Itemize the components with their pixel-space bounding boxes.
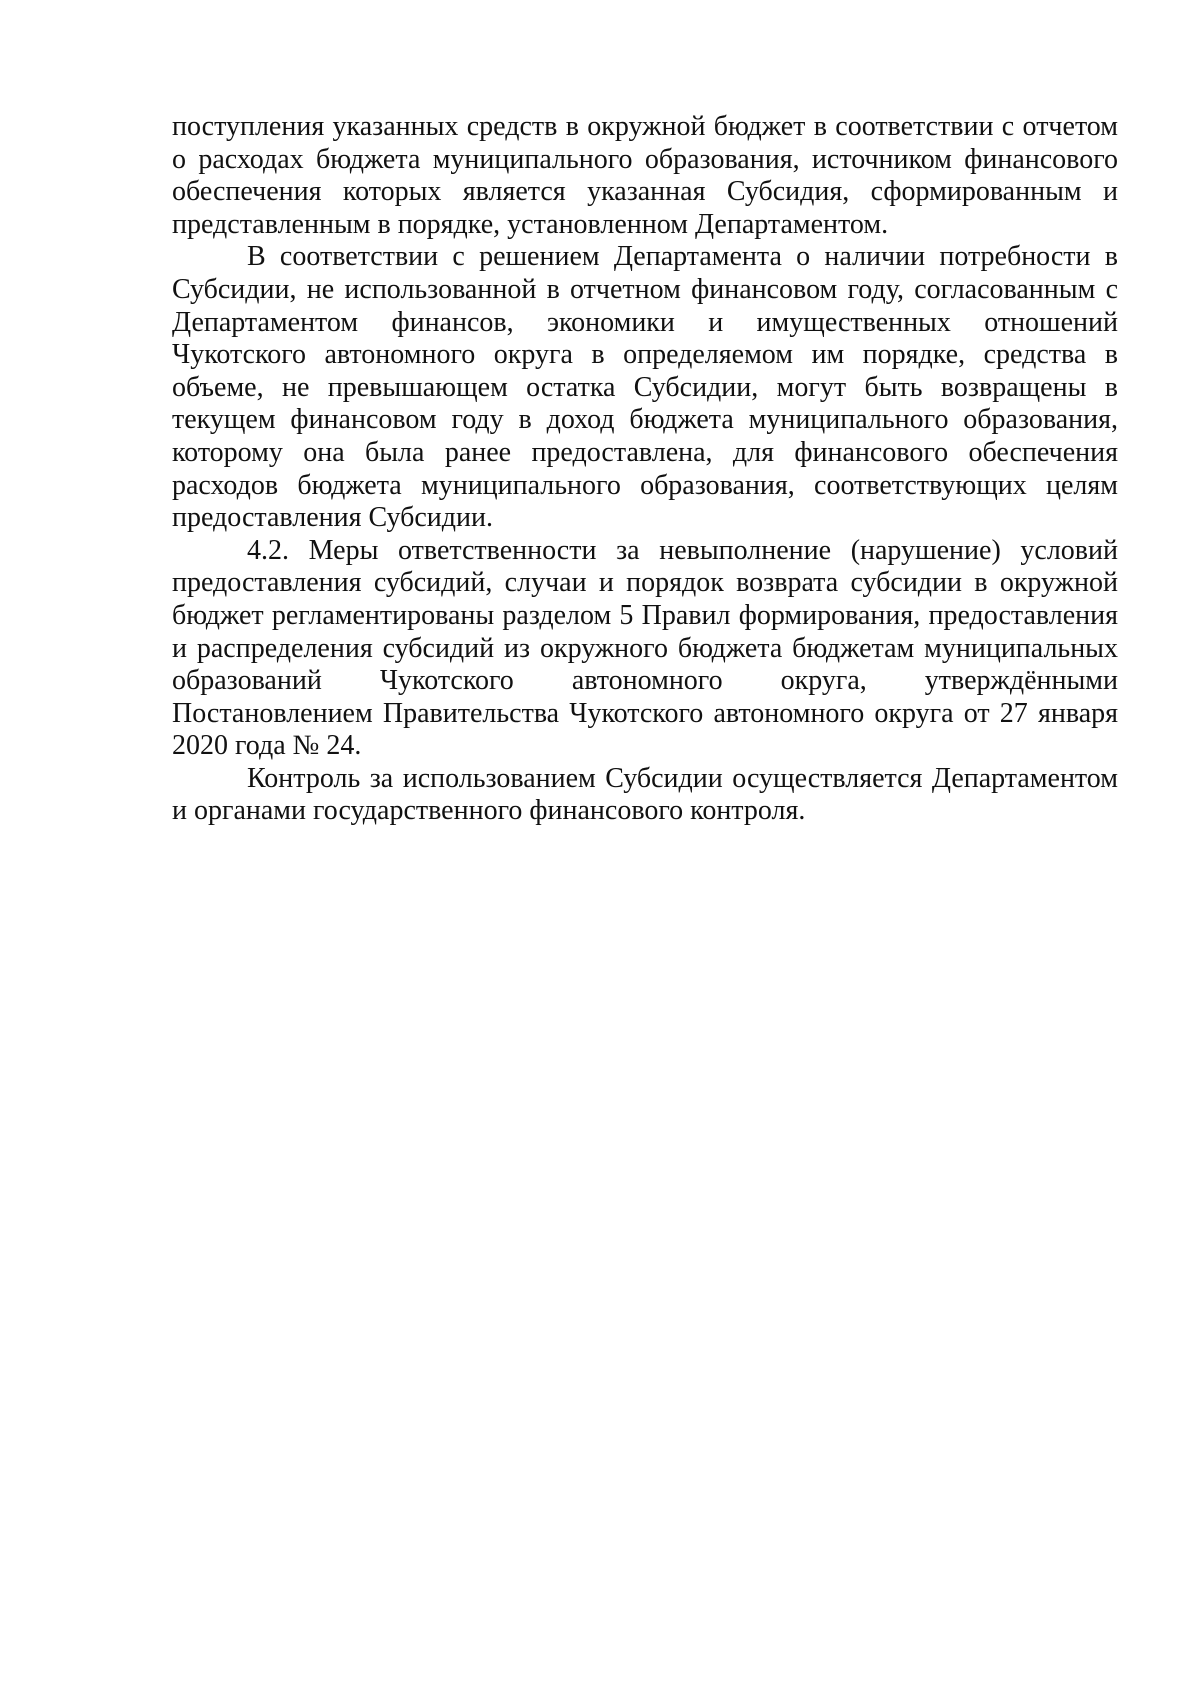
paragraph-responsibility-4-2: 4.2. Меры ответственности за невыполнение (нарушение) условий предоставления субсидий, случаи и порядок возврата субсидии в окружной бюджет регламентированы разделом 5 Правил формирования, предоставления и распределения субсидий из окружного бюджета бюджетам муниципальных образований Чукотского автономного округа, утверждёнными Постановлением Правительства Чукотского автономного округа от 27 января 2020 года № 24.	[172, 534, 1118, 762]
document-body	[172, 111, 1118, 828]
paragraph-control: Контроль за использованием Субсидии осуществляется Департаментом и органами государственного финансового контроля.	[172, 762, 1118, 827]
paragraph-subsidy-return: В соответствии с решением Департамента о наличии потребности в Субсидии, не использованной в отчетном финансовом году, согласованным с Департаментом финансов, экономики и имущественных отношений Чукотского автономного округа в определяемом им порядке, средства в объеме, не превышающем остатка Субсидии, могут быть возвращены в текущем финансовом году в доход бюджета муниципального образования, которому она была ранее предоставлена, для финансового обеспечения расходов бюджета муниципального образования, соответствующих целям предоставления Субсидии.	[172, 241, 1118, 534]
paragraph-continuation: поступления указанных средств в окружной бюджет в соответствии с отчетом о расходах бюджета муниципального образования, источником финансового обеспечения которых является указанная Субсидия, сформированным и представленным в порядке, установленном Департаментом.	[172, 111, 1118, 240]
